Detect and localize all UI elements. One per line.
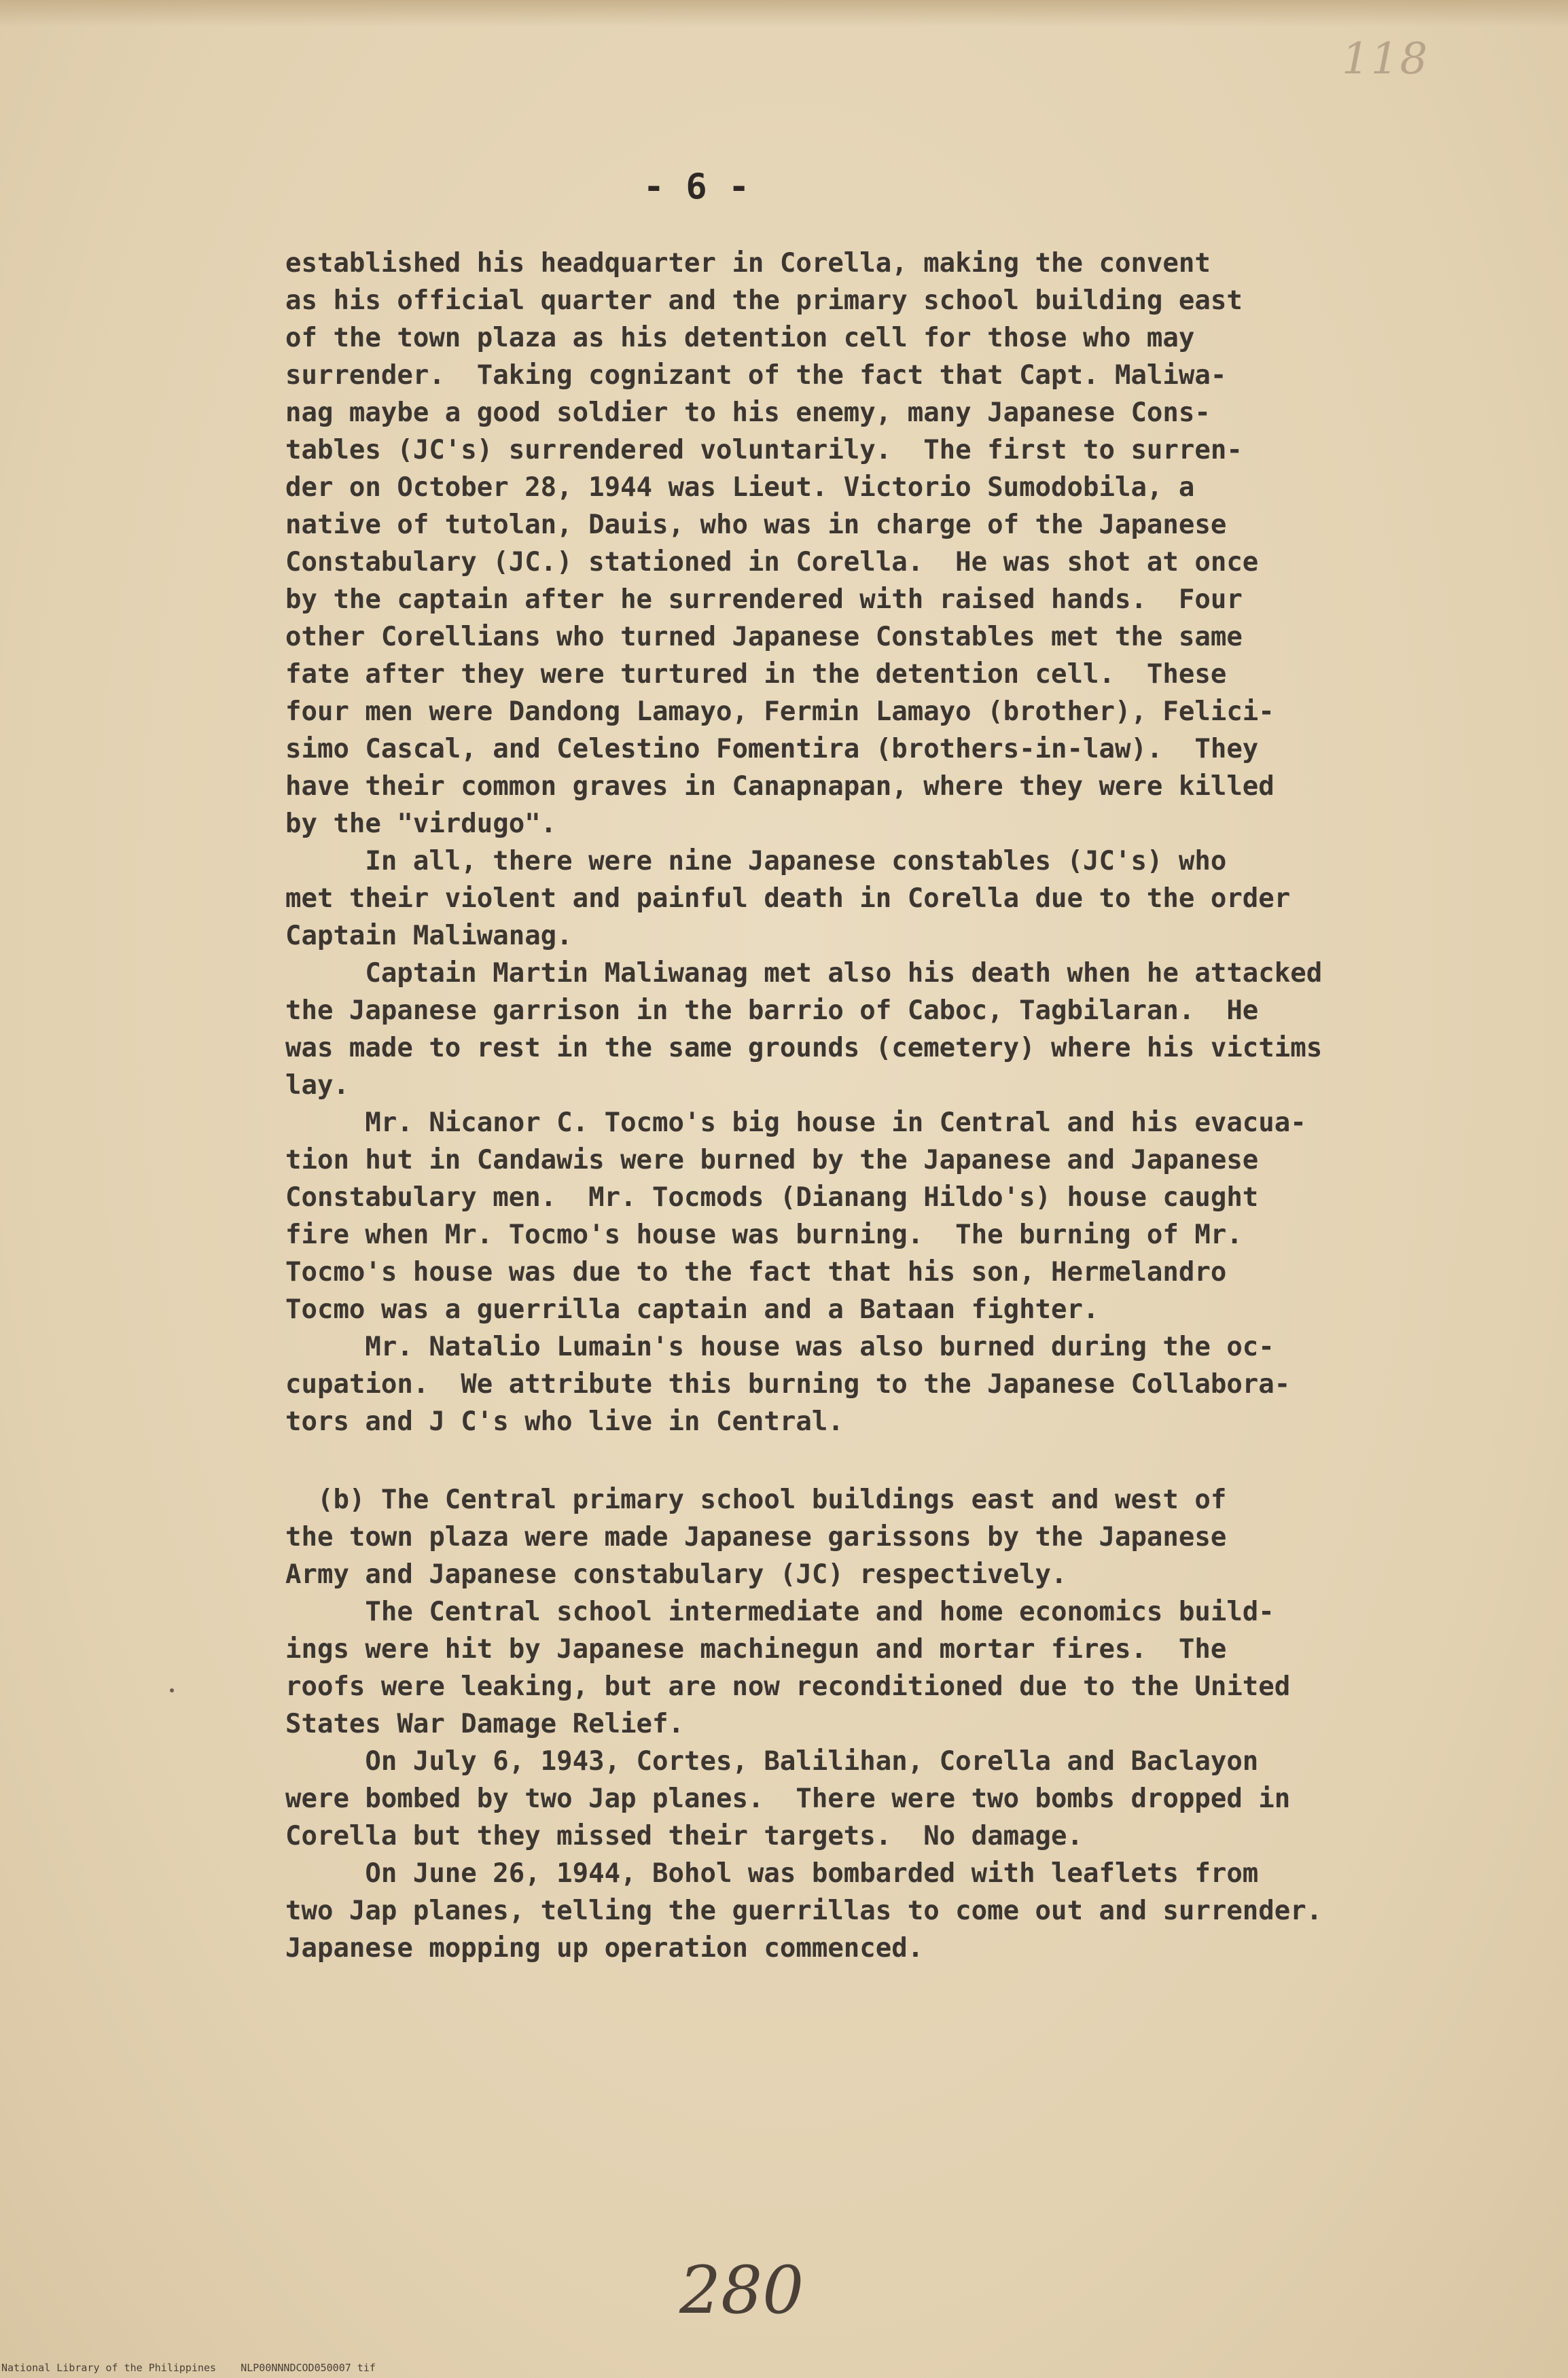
text-line: by the captain after he surrendered with raised hands. Four — [285, 584, 1243, 615]
text-line: Mr. Natalio Lumain's house was also burned during the oc- — [285, 1332, 1275, 1362]
text-line: roofs were leaking, but are now reconditioned due to the United — [285, 1671, 1291, 1702]
text-line: In all, there were nine Japanese constables (JC's) who — [285, 846, 1227, 876]
text-line: have their common graves in Canapnapan, where they were killed — [285, 771, 1275, 802]
handwritten-folio-number: 280 — [679, 2252, 804, 2328]
text-line: tors and J C's who live in Central. — [285, 1406, 844, 1437]
text-line: Captain Martin Maliwanag met also his death when he attacked — [285, 958, 1323, 989]
text-line: were bombed by two Jap planes. There were two bombs dropped in — [285, 1783, 1291, 1814]
paper-speck — [170, 1688, 174, 1692]
text-line: (b) The Central primary school buildings east and west of — [285, 1485, 1227, 1515]
text-line: of the town plaza as his detention cell for those who may — [285, 323, 1195, 353]
text-line: fate after they were turtured in the detention cell. These — [285, 659, 1227, 690]
text-line: the Japanese garrison in the barrio of Caboc, Tagbilaran. He — [285, 995, 1259, 1026]
text-line: was made to rest in the same grounds (cemetery) where his victims — [285, 1033, 1323, 1063]
text-line: Tocmo was a guerrilla captain and a Bataan fighter. — [285, 1294, 1099, 1325]
text-line: Constabulary men. Mr. Tocmods (Dianang Hildo's) house caught — [285, 1182, 1259, 1213]
text-line: by the "virdugo". — [285, 809, 557, 839]
text-line — [285, 1440, 1495, 1481]
text-line: as his official quarter and the primary school building east — [285, 285, 1243, 316]
text-line: native of tutolan, Dauis, who was in charge of the Japanese — [285, 510, 1227, 540]
text-line: cupation. We attribute this burning to the Japanese Collabora- — [285, 1369, 1291, 1400]
text-line: four men were Dandong Lamayo, Fermin Lamayo (brother), Felici- — [285, 696, 1275, 727]
text-line: Constabulary (JC.) stationed in Corella. He was shot at once — [285, 547, 1259, 578]
text-line: other Corellians who turned Japanese Constables met the same — [285, 622, 1243, 652]
text-line: Mr. Nicanor C. Tocmo's big house in Central and his evacua- — [285, 1107, 1306, 1138]
text-line: lay. — [285, 1070, 349, 1101]
text-line: Captain Maliwanag. — [285, 921, 573, 951]
typed-body-text — [285, 245, 1495, 1967]
top-edge-shadow — [0, 0, 1568, 27]
text-line: Japanese mopping up operation commenced. — [285, 1933, 924, 1964]
scan-footer: National Library of the Philippines NLP00NNNDCOD050007 tif — [1, 2362, 376, 2374]
text-line: ings were hit by Japanese machinegun and mortar fires. The — [285, 1634, 1227, 1665]
page-number: - 6 - — [643, 166, 750, 207]
text-line: the town plaza were made Japanese garissons by the Japanese — [285, 1522, 1227, 1552]
text-line: On June 26, 1944, Bohol was bombarded with leaflets from — [285, 1858, 1259, 1889]
text-line: Corella but they missed their targets. No damage. — [285, 1821, 1083, 1851]
text-line: nag maybe a good soldier to his enemy, many Japanese Cons- — [285, 397, 1211, 428]
text-line: fire when Mr. Tocmo's house was burning. The burning of Mr. — [285, 1220, 1243, 1250]
text-line: On July 6, 1943, Cortes, Balilihan, Corella and Baclayon — [285, 1746, 1259, 1777]
text-line: tables (JC's) surrendered voluntarily. The first to surren- — [285, 435, 1243, 465]
text-line: established his headquarter in Corella, making the convent — [285, 248, 1211, 279]
text-line: The Central school intermediate and home economics build- — [285, 1597, 1275, 1627]
text-line: two Jap planes, telling the guerrillas to come out and surrender. — [285, 1896, 1323, 1926]
text-line: Tocmo's house was due to the fact that his son, Hermelandro — [285, 1257, 1227, 1288]
text-line: simo Cascal, and Celestino Fomentira (brothers-in-law). They — [285, 734, 1259, 764]
archive-page-stamp: 118 — [1342, 34, 1429, 84]
text-line: der on October 28, 1944 was Lieut. Victorio Sumodobila, a — [285, 472, 1195, 503]
text-line: tion hut in Candawis were burned by the Japanese and Japanese — [285, 1145, 1259, 1175]
text-line: surrender. Taking cognizant of the fact that Capt. Maliwa- — [285, 360, 1227, 391]
text-line: met their violent and painful death in Corella due to the order — [285, 883, 1291, 914]
text-line: States War Damage Relief. — [285, 1709, 684, 1739]
text-line: Army and Japanese constabulary (JC) respectively. — [285, 1559, 1067, 1590]
